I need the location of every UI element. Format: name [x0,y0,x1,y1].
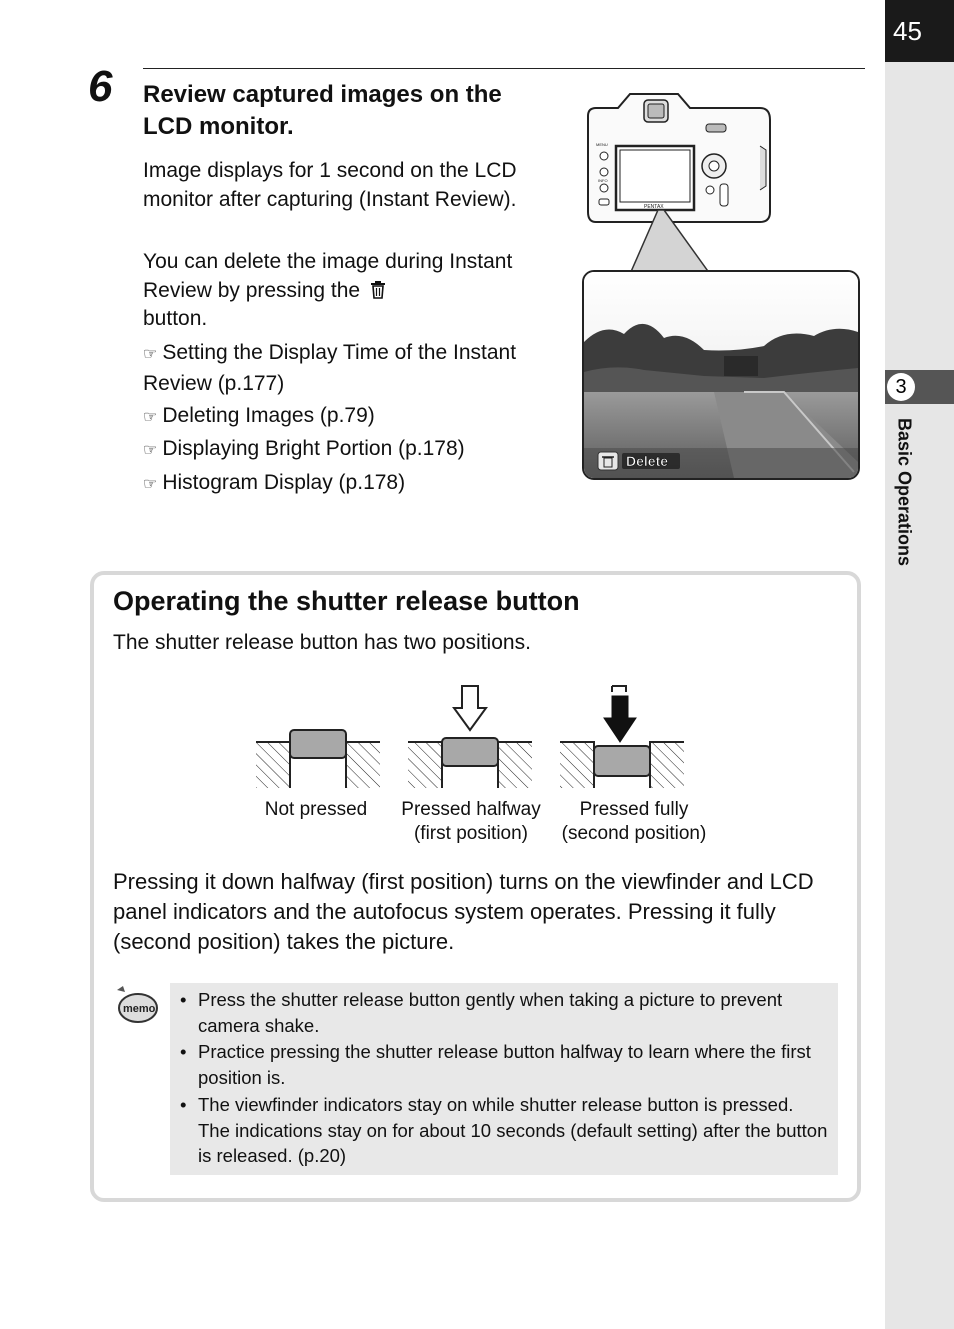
label-not-pressed: Not pressed [264,799,368,820]
pointing-hand-icon: ☞ [143,409,158,426]
memo-item: • The viewfinder indicators stay on while shutter release button is pressed. The indications stay on for about 10 seconds (default setting) after the button is released. (p.20) [180,1094,828,1166]
lcd-delete-label: Delete [626,453,669,469]
section-intro: The shutter release button has two positions. [113,631,531,654]
step-paragraph-2-text: You can delete the image during Instant Review by pressing the [143,250,513,302]
step-paragraph-2 [143,248,533,334]
step-number: 6 [88,62,113,111]
reference-deleting-images[interactable]: ☞ Deleting Images (p.79) [143,404,375,427]
step-paragraph-2-end: button. [143,307,208,330]
pointing-hand-icon: ☞ [143,442,158,459]
page-number: 45 [885,0,954,62]
pointing-hand-icon: ☞ [143,346,158,363]
diagram-not-pressed [256,730,380,788]
shutter-positions-diagram [254,684,688,792]
pointing-hand-icon: ☞ [143,476,158,493]
reference-histogram[interactable]: ☞ Histogram Display (p.178) [143,471,406,494]
top-divider [143,68,865,69]
reference-bright-portion[interactable]: ☞ Displaying Bright Portion (p.178) [143,437,465,460]
memo-icon [113,986,159,1026]
arrow-down-outline-icon [454,686,486,730]
trash-icon [370,281,386,299]
step-paragraph-1: Image displays for 1 second on the LCD monitor after capturing (Instant Review). [143,159,517,211]
menu-button-label: MENU [596,142,608,147]
landscape-photo [584,272,858,478]
section-paragraph: Pressing it down halfway (first position) turns on the viewfinder and LCD panel indicators and the autofocus system operates. Pressing it fully (second position) takes the picture. [113,869,814,954]
diagram-pressed-fully [560,686,684,788]
memo-item: • Practice pressing the shutter release button halfway to learn where the first position is. [180,1041,811,1088]
section-title: Operating the shutter release button [113,586,580,616]
label-pressed-fully: Pressed fully (second position) [561,799,707,844]
chapter-label: Basic Operations [894,418,915,567]
step-title: Review captured images on the LCD monitor. [143,81,502,140]
memo-icon-label: memo [123,1003,156,1015]
camera-brand: PENTAX [644,204,664,210]
lcd-instant-review [582,270,860,480]
diagram-pressed-halfway [408,686,532,788]
camera-back-illustration [582,86,774,226]
chapter-number: 3 [887,373,915,401]
side-tab-strip [885,0,954,1329]
arrow-down-solid-icon [604,696,636,742]
reference-display-time[interactable]: ☞ Setting the Display Time of the Instant Review (p.177) [143,341,517,395]
zoom-connector [630,210,710,274]
label-pressed-halfway: Pressed halfway (first position) [401,799,541,844]
info-button-label: INFO [598,178,608,183]
memo-item: • Press the shutter release button gently when taking a picture to prevent camera shake. [180,989,783,1036]
